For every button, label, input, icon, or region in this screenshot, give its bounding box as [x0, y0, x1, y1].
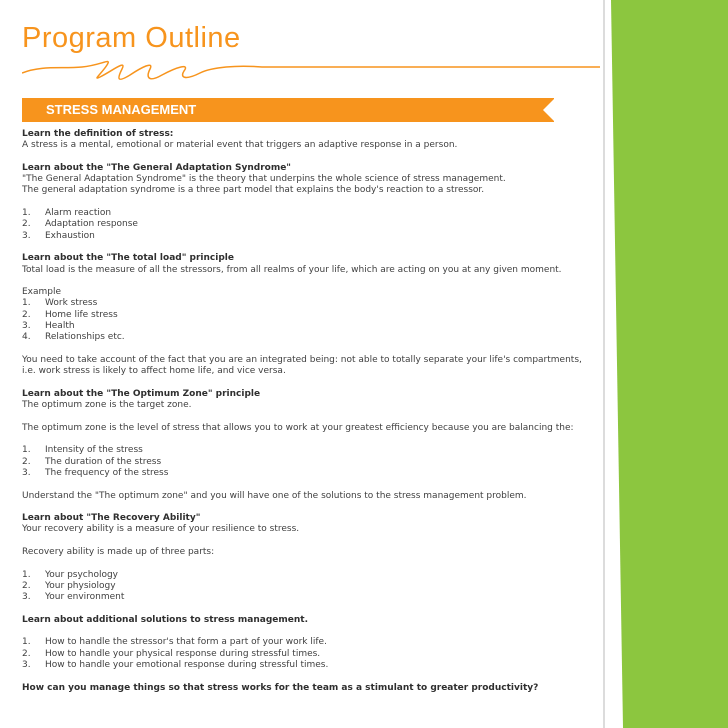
list-item: 2. The duration of the stress	[22, 456, 162, 467]
list-item: 3. Health	[22, 321, 75, 332]
s5-text: Your recovery ability is a measure of your resilience to stress.	[22, 524, 300, 535]
banner-title: STRESS MANAGEMENT	[46, 102, 197, 117]
s4-text2: The optimum zone is the level of stress that allows you to work at your greatest efficiency because you are balancing the:	[22, 422, 574, 433]
list-item: 3. The frequency of the stress	[22, 467, 169, 478]
list-item: 4. Relationships etc.	[22, 332, 125, 343]
s3-heading: Learn about the "The total load" principle	[22, 253, 234, 264]
list-item: 2. Home life stress	[22, 309, 118, 320]
list-item: 3. Your environment	[22, 592, 125, 603]
document-body	[22, 129, 607, 694]
list-item: 1. Intensity of the stress	[22, 445, 143, 456]
green-side-band	[611, 0, 728, 728]
s5-text2: Recovery ability is made up of three parts:	[22, 546, 215, 557]
list-item: 1. Your psychology	[22, 569, 119, 580]
section-banner	[22, 98, 554, 122]
s1-text: A stress is a mental, emotional or material event that triggers an adaptive response in a person.	[22, 140, 458, 151]
list-item: 3. How to handle your emotional response during stressful times.	[22, 659, 329, 670]
s4-closing: Understand the "The optimum zone" and you will have one of the solutions to the stress management problem.	[22, 490, 527, 501]
list-item: 2. Your physiology	[22, 580, 116, 591]
list-item: 1. Alarm reaction	[22, 208, 112, 219]
s4-text: The optimum zone is the target zone.	[22, 400, 192, 411]
s3-note-2: i.e. work stress is likely to affect home life, and vice versa.	[22, 366, 286, 377]
list-item: 1. Work stress	[22, 298, 98, 309]
s3-note-1: You need to take account of the fact that you are an integrated being: not able to totally separate your life's compartments,	[22, 354, 582, 365]
example-label: Example	[22, 287, 62, 298]
s4-heading: Learn about the "The Optimum Zone" principle	[22, 388, 261, 399]
closing-question: How can you manage things so that stress works for the team as a stimulant to greater productivity?	[22, 682, 539, 693]
list-item: 1. How to handle the stressor's that form a part of your work life.	[22, 637, 327, 648]
list-item: 2. Adaptation response	[22, 219, 138, 230]
s6-heading: Learn about additional solutions to stress management.	[22, 614, 309, 625]
squiggle-ornament	[22, 55, 602, 87]
page-title: Program Outline	[22, 22, 241, 54]
s1-heading: Learn the definition of stress:	[22, 129, 174, 139]
s2-line1: "The General Adaptation Syndrome" is the theory that underpins the whole science of stress management.	[22, 174, 506, 185]
s3-text: Total load is the measure of all the stressors, from all realms of your life, which are acting on you at any given moment.	[22, 264, 562, 275]
s5-heading: Learn about "The Recovery Ability"	[22, 513, 201, 524]
list-item: 3. Exhaustion	[22, 230, 95, 241]
s2-line2: The general adaptation syndrome is a three part model that explains the body's reaction to a stressor.	[22, 185, 485, 196]
s2-heading: Learn about the "The General Adaptation Syndrome"	[22, 162, 291, 173]
list-item: 2. How to handle your physical response during stressful times.	[22, 648, 321, 659]
